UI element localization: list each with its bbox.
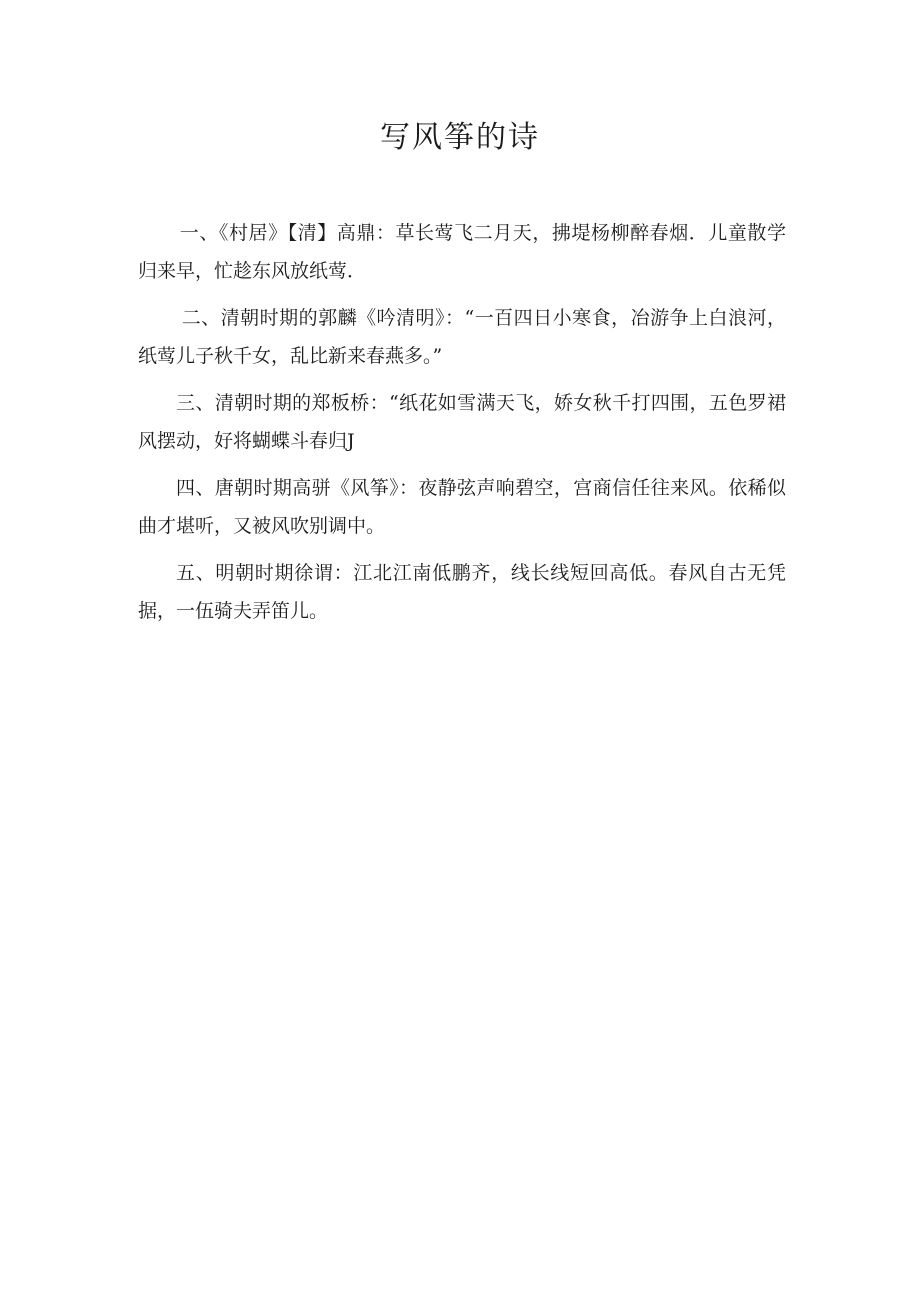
paragraph-2: 二、清朝时期的郭麟《吟清明》：“一百四日小寒食，冶游争上白浪河，纸莺儿子秋千女，乱比新来春燕多。” <box>138 307 786 367</box>
paragraph-1: 一、《村居》【清】高鼎：草长莺飞二月天，拂堤杨柳醉春烟．儿童散学归来早，忙趁东风放纸莺． <box>138 222 786 282</box>
paragraph-4: 四、唐朝时期高骈《风筝》：夜静弦声响碧空，宫商信任往来风。依稀似曲才堪听，又被风吹别调中。 <box>138 477 786 537</box>
page-title: 写风筝的诗 <box>380 120 540 155</box>
paragraph-3: 三、清朝时期的郑板桥：“纸花如雪满天飞，娇女秋千打四围，五色罗裙风摆动，好将蝴蝶斗春归J <box>138 392 786 452</box>
paragraph-5: 五、明朝时期徐谓：江北江南低鹏齐，线长线短回高低。春风自古无凭据，一伍骑夫弄笛儿。 <box>138 562 786 622</box>
document-body <box>138 214 786 639</box>
